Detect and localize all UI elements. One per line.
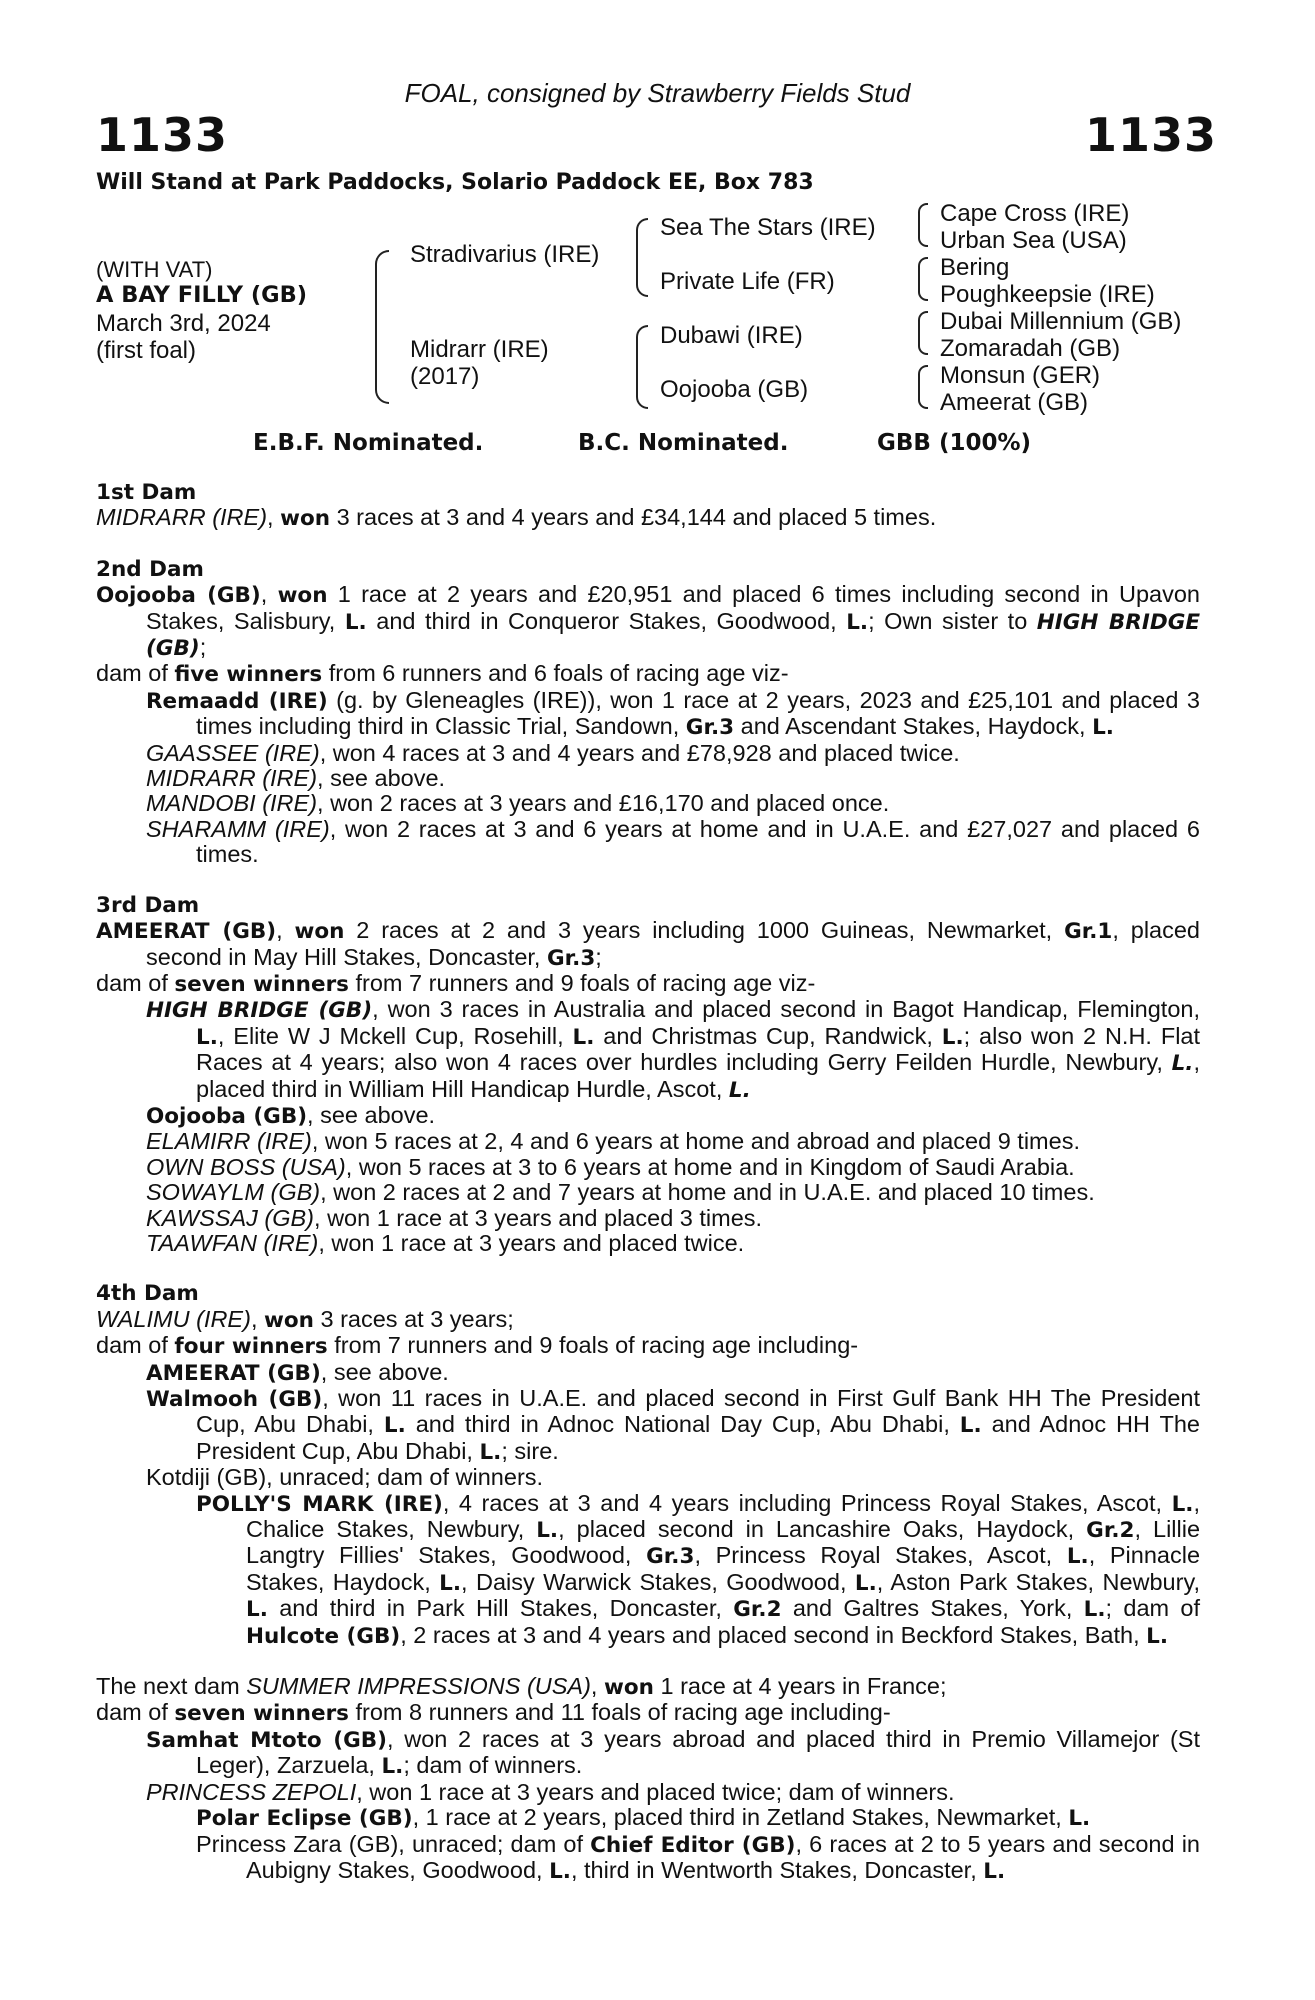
produce-entry [96,1780,1200,1805]
listed-marker: L. [959,1413,982,1439]
ebf-nomination: E.B.F. Nominated. [253,430,484,456]
produce-record [96,480,1200,1884]
winners-count: four winners [174,1334,328,1360]
record-text: , 6 races at 2 to 5 years and second in Aubigny Stakes, Goodwood, [246,1830,1200,1883]
listed-marker: L. [246,1597,268,1623]
record-text: ; Own sister to [868,607,1028,634]
record-text: ; dam of [1105,1595,1201,1622]
horse-name: Walmooh (GB) [146,1387,323,1412]
listed-marker: L. [941,1024,964,1050]
listed-marker: L. [1092,715,1114,741]
record-text: , 1 race at 2 years, placed third in Zetland Stakes, Newmarket, [412,1804,1062,1831]
listed-marker: L. [983,1858,1006,1884]
record-text: , Elite W J Mckell Cup, Rosehill, [217,1022,564,1049]
record-text: ; sire. [501,1437,559,1464]
first-dam-record: MIDRARR (IRE), won 3 races at 3 and 4 years and £34,144 and placed 5 times. [96,504,937,532]
horse-name: Oojooba (GB) [146,1103,308,1129]
record-text: , won 4 races at 3 and 4 years and £78,928 and placed twice. [319,739,960,766]
produce-entry [96,1727,1200,1780]
produce-entry [96,1206,1200,1231]
horse-name: Polar Eclipse (GB) [196,1806,413,1832]
group-marker: Gr.2 [1086,1518,1135,1544]
listed-marker: L. [196,1024,218,1050]
produce-summary [96,971,1200,997]
stand-location: Will Stand at Park Paddocks, Solario Paddock EE, Box 783 [96,170,814,195]
record-text: , placed third in William Hill Handicap Hurdle, Ascot, [196,1049,1201,1102]
pedigree-bracket [375,250,389,404]
listed-marker: L. [381,1754,404,1780]
produce-entry [96,1832,1200,1885]
horse-name: MANDOBI (IRE) [146,790,318,817]
won-label: won [603,1675,654,1701]
record-text: , Lillie Langtry Fillies' Stakes, Goodwood, [246,1516,1201,1569]
produce-summary [96,1700,1200,1726]
pedigree-gen3: Dubai Millennium (GB) [940,308,1182,335]
record-text: and third in Conqueror Stakes, Goodwood, [376,607,837,634]
record-text: , [590,1673,598,1700]
sire-sire: Sea The Stars (IRE) [660,214,876,241]
produce-entry [96,1231,1200,1256]
horse-name: Chief Editor (GB) [590,1832,796,1858]
group-marker: Gr.1 [1064,919,1113,945]
horse-name: POLLY'S MARK (IRE) [196,1491,443,1517]
listed-marker: L. [728,1077,751,1103]
record-text: The next dam [96,1673,240,1700]
listed-marker: L. [383,1413,406,1439]
record-text: , won 2 races at 3 and 6 years at home and in U.A.E. and £27,027 and placed 6 times. [196,815,1200,868]
dam-sire: Dubawi (IRE) [660,322,803,349]
record-text: dam of [96,1332,168,1359]
produce-summary [96,661,1200,687]
record-text: and third in Park Hill Stakes, Doncaster, [279,1595,722,1622]
dam: Midrarr (IRE) [410,336,549,363]
record-text: dam of [96,1699,168,1726]
horse-name: HIGH BRIDGE (GB) [146,998,373,1024]
record-text: 1 race at 4 years in France; [660,1673,947,1700]
produce-entry [96,1491,1200,1649]
record-text: , see above. [320,1358,449,1385]
record-text: , won 2 races at 2 and 7 years at home and in U.A.E. and placed 10 times. [320,1179,1095,1206]
produce-entry: Kotdiji (GB), unraced; dam of winners. [146,1464,544,1491]
horse-name: SUMMER IMPRESSIONS (USA) [246,1673,591,1700]
horse-name: ELAMIRR (IRE) [146,1128,312,1155]
record-text: , placed second in Lancashire Oaks, Haydock, [558,1516,1075,1543]
produce-entry [96,1805,1200,1831]
produce-entry [96,1180,1200,1205]
record-text: and Christmas Cup, Randwick, [603,1022,933,1049]
record-text: , 2 races at 3 and 4 years and placed second in Beckford Stakes, Bath, [400,1621,1140,1648]
produce-entry [96,997,1200,1103]
group-marker: Gr.3 [685,715,735,741]
record-text: , Daisy Warwick Stakes, Goodwood, [461,1568,847,1595]
listed-marker: L. [1083,1597,1106,1623]
record-text: from 6 runners and 6 foals of racing age viz- [328,660,789,687]
listed-marker: L. [536,1518,559,1544]
horse-name: AMEERAT (GB) [146,1360,321,1386]
record-text: ; [199,634,207,661]
sire-dam: Private Life (FR) [660,268,835,295]
group-marker: Gr.3 [646,1544,695,1570]
horse-name: Oojooba (GB) [96,583,261,609]
listed-marker: L. [854,1570,877,1596]
record-text: , won 11 races in U.A.E. and placed second in First Gulf Bank HH The President Cup, Abu Dhabi, [196,1385,1200,1438]
record-text: and Ascendant Stakes, Haydock, [740,713,1086,740]
pedigree-bracket [918,365,928,409]
pedigree-bracket [918,311,928,355]
listed-marker: L. [1171,1491,1194,1517]
pedigree-gen3: Bering [940,254,1010,281]
horse-name: SHARAMM (IRE) [146,815,330,842]
record-text: 2 races at 2 and 3 years including 1000 Guineas, Newmarket, [356,917,1053,944]
record-text: , see above. [317,765,446,792]
record-text: ; [595,943,602,970]
record-text: , won 3 races in Australia and placed second in Bagot Handicap, Flemington, [372,996,1201,1023]
horse-name: WALIMU (IRE) [96,1305,251,1332]
horse-name: TAAWFAN (IRE) [146,1229,319,1256]
listed-marker: L. [1066,1544,1089,1570]
foal-note: (first foal) [96,337,197,364]
horse-name: KAWSSAJ (GB) [146,1204,315,1231]
dam-year: (2017) [410,363,480,390]
section-heading-1st-dam: 1st Dam [96,480,197,505]
record-text: , 4 races at 3 and 4 years including Princess Royal Stakes, Ascot, [442,1489,1163,1516]
section-heading-4th-dam: 4th Dam [96,1281,199,1307]
produce-entry [96,1129,1200,1154]
produce-entry [96,1103,1200,1129]
pedigree-bracket [636,218,648,297]
record-text: , see above. [307,1101,436,1128]
pedigree-gen3: Poughkeepsie (IRE) [940,281,1155,308]
lot-number-left: 1133 [96,108,229,162]
won-label: won [264,1307,314,1333]
record-text: from 7 runners and 9 foals of racing age viz- [355,969,816,996]
record-text: ; dam of winners. [403,1752,583,1779]
produce-entry [96,817,1200,868]
record-text: , won 5 races at 2, 4 and 6 years at home and abroad and placed 9 times. [311,1128,1080,1155]
record-text: (g. by Gleneagles (IRE)), won 1 race at 2 years, 2023 and £25,101 and placed 3 times including third in Classic Trial, Sandown, [196,686,1200,740]
horse-name: GAASSEE (IRE) [146,739,320,766]
horse-name: PRINCESS ZEPOLI [146,1778,357,1805]
sire: Stradivarius (IRE) [410,241,600,268]
section-heading-2nd-dam: 2nd Dam [96,556,204,582]
listed-marker: L. [479,1439,502,1465]
produce-summary [96,1333,1200,1359]
record-text: from 7 runners and 9 foals of racing age including- [334,1332,859,1359]
pedigree-bracket [918,203,928,247]
pedigree-gen3: Urban Sea (USA) [940,227,1127,254]
produce-entry [96,1360,1200,1386]
pedigree-bracket [636,325,648,409]
produce-entry [96,791,1200,816]
record-text: Princess Zara (GB), unraced; dam of [196,1830,583,1857]
horse-name: AMEERAT (GB) [96,919,277,945]
listed-marker: L. [1146,1623,1169,1649]
section-heading-3rd-dam: 3rd Dam [96,892,200,918]
horse-name: HIGH BRIDGE (GB) [146,609,1201,662]
foal-birthdate: March 3rd, 2024 [96,310,271,337]
winners-count: seven winners [174,1701,349,1727]
listed-marker: L. [1171,1051,1194,1077]
horse-name: Remaadd (IRE) [146,688,328,714]
record-text: , Princess Royal Stakes, Ascot, [694,1542,1053,1569]
listed-marker: L. [549,1858,571,1884]
produce-entry [96,1386,1200,1465]
record-text: , won 1 race at 3 years and placed twice; dam of winners. [356,1778,955,1805]
horse-name: Hulcote (GB) [246,1623,401,1649]
produce-entry [96,741,1200,766]
record-text: , won 2 races at 3 years and £16,170 and placed once. [317,790,890,817]
produce-entry [96,766,1200,791]
gbb-status: GBB (100%) [877,430,1032,456]
horse-name: SOWAYLM (GB) [146,1179,321,1206]
record-text: and third in Adnoc National Day Cup, Abu Dhabi, [415,1411,950,1438]
record-text: , third in Wentworth Stakes, Doncaster, [570,1856,977,1883]
record-text: and Galtres Stakes, York, [792,1595,1073,1622]
foal-description: A BAY FILLY (GB) [96,282,308,308]
record-text: , won 5 races at 3 to 6 years at home and in Kingdom of Saudi Arabia. [345,1153,1075,1180]
consignment-line: FOAL, consigned by Strawberry Fields Stud [404,78,911,108]
listed-marker: L. [439,1570,462,1596]
listed-marker: L. [846,609,869,635]
record-text: , Aston Park Stakes, Newbury, [876,1568,1200,1595]
pedigree-gen3: Zomaradah (GB) [940,335,1121,362]
record-text: from 8 runners and 11 foals of racing age including- [355,1699,891,1726]
record-text: 3 races at 3 years; [320,1305,514,1332]
horse-name: OWN BOSS (USA) [146,1153,346,1180]
horse-name: Samhat Mtoto (GB) [146,1727,387,1753]
won-label: won [294,919,345,945]
lot-number-right: 1133 [1085,108,1218,162]
record-text: 1 race at 2 years and £20,951 and placed 6 times including second in Upavon Stakes, Salisbury, [146,581,1201,634]
listed-marker: L. [344,609,367,635]
won-label: won [280,506,331,532]
winners-count: five winners [174,662,323,688]
second-dam-record: Oojooba (GB), won 1 race at 2 years and £20,951 and placed 6 times including second in Upavon Stakes, Salisbury, L. and third in Conqueror Stakes, Goodwood, L.; Own sister to HIGH BRIDGE (GB); [96,581,1201,662]
won-label: won [277,583,328,609]
record-text: dam of [96,969,168,996]
record-text: , placed second in May Hill Stakes, Doncaster, [146,917,1201,970]
pedigree-bracket [918,257,928,301]
record-text: , won 1 race at 3 years and placed 3 times. [314,1204,763,1231]
vat-note: (WITH VAT) [96,257,213,282]
produce-entry [96,1155,1200,1180]
group-marker: Gr.3 [546,945,596,971]
bc-nomination: B.C. Nominated. [578,430,789,456]
record-text: , won 2 races at 3 years abroad and placed third in Premio Villamejor (St Leger), Zarzuela, [196,1725,1201,1779]
group-marker: Gr.2 [733,1597,782,1623]
record-text: and Adnoc HH The President Cup, Abu Dhabi, [196,1411,1200,1464]
record-text: 3 races at 3 and 4 years and £34,144 and placed 5 times. [336,504,937,531]
next-dam-record [96,1674,1200,1700]
record-text: ; also won 2 N.H. Flat Races at 4 years; also won 4 races over hurdles including Gerry Feilden Hurdle, Newbury, [196,1022,1201,1076]
record-text: dam of [96,660,168,687]
horse-name: MIDRARR (IRE) [96,504,268,531]
record-text: , Pinnacle Stakes, Haydock, [246,1542,1201,1595]
fourth-dam-record: WALIMU (IRE), won 3 races at 3 years; [96,1305,514,1333]
record-text: , won 1 race at 3 years and placed twice. [318,1229,745,1256]
pedigree-gen3: Ameerat (GB) [940,389,1089,416]
horse-name: MIDRARR (IRE) [146,765,318,792]
third-dam-record: AMEERAT (GB), won 2 races at 2 and 3 years including 1000 Guineas, Newmarket, Gr.1, placed second in May Hill Stakes, Doncaster, Gr.3; [96,917,1201,971]
pedigree-gen3: Monsun (GER) [940,362,1101,389]
pedigree-gen3: Cape Cross (IRE) [940,200,1130,227]
winners-count: seven winners [174,971,349,997]
listed-marker: L. [572,1024,595,1050]
listed-marker: L. [1068,1806,1091,1832]
record-text: , Chalice Stakes, Newbury, [246,1489,1201,1543]
produce-entry [96,688,1200,741]
dam-dam: Oojooba (GB) [660,376,809,403]
